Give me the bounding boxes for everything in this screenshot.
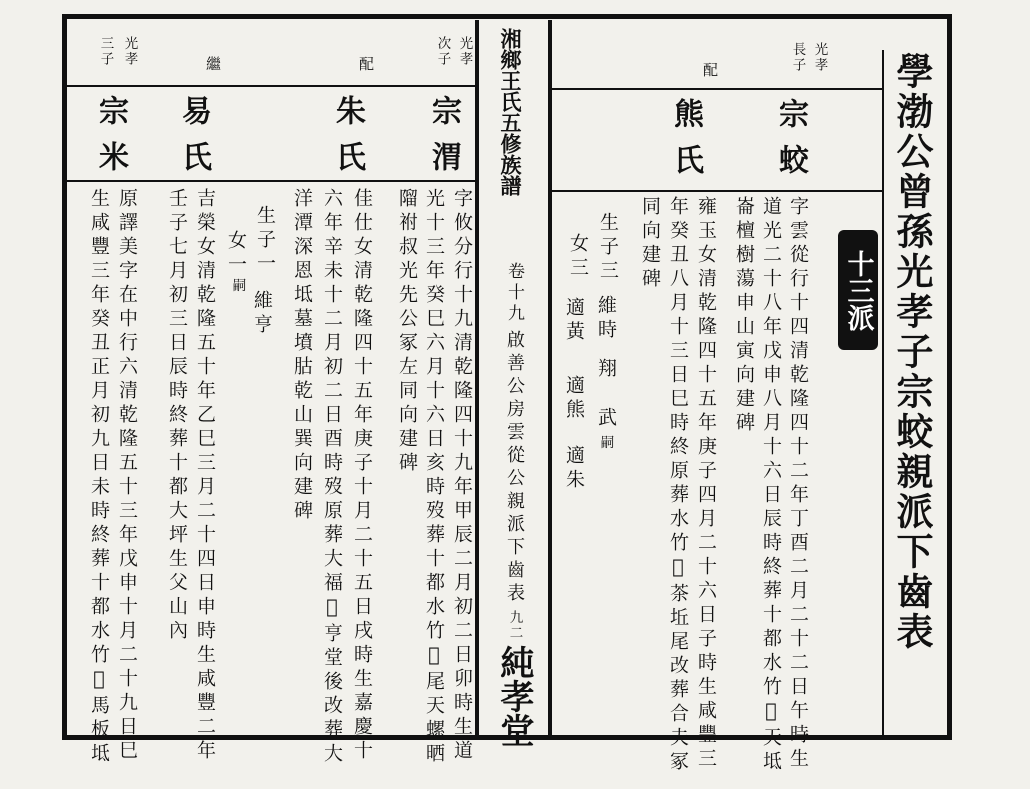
father-note-1: 光孝 — [811, 42, 828, 74]
col1-record-1: 字攸分行十九清乾隆四十九年甲辰二月初二日卯時生道 — [451, 188, 473, 764]
col2-son-1: 維亨 — [251, 290, 273, 338]
col2-record-1: 佳仕女清乾隆四十五年庚子十月二十五日戌時生嘉慶十 — [351, 188, 373, 764]
col1-name: 宗渭 — [426, 95, 461, 187]
center-divider-left — [475, 20, 479, 738]
col4-record-1: 原譯美字在中行六清乾隆五十三年戊申十月二十九日巳 — [116, 188, 138, 764]
col4-name: 宗米 — [93, 95, 128, 187]
child-son-1: 維時 — [595, 295, 617, 343]
daughter-3: 適朱 — [563, 445, 585, 493]
left-header-rule — [67, 85, 475, 87]
col2-daughter-label: 女一 — [225, 230, 247, 278]
hall-name: 純孝堂 — [494, 645, 534, 747]
daughters-label: 女三 — [567, 233, 589, 281]
record-line-3: 崙檀樹蕩申山寅向建碑 — [733, 196, 755, 436]
book-title: 湘鄉王氏五修族譜 — [498, 28, 523, 196]
spouse-record-2: 年癸丑八月十三日巳時終原葬水竹𪧫茶坵尾改葬合夫冢 — [667, 196, 689, 775]
father-note-2: 長子 — [789, 42, 806, 74]
child-son-2: 翔 — [595, 358, 617, 382]
spouse-record-3: 同向建碑 — [639, 196, 661, 292]
col2-pei-label: 配 — [357, 56, 375, 79]
col3-ji-label: 繼 — [204, 56, 222, 79]
col4-record-2: 生咸豐三年癸丑正月初九日未時終葬十都水竹𪧫馬板坻 — [88, 188, 110, 767]
col4-father-note-2: 三子 — [97, 36, 114, 68]
daughter-1: 適黃 — [563, 297, 585, 345]
right-name-rule — [552, 190, 882, 192]
branch-label: 啟善公房雲從公親派下齒表 — [504, 330, 525, 606]
daughter-2: 適熊 — [563, 375, 585, 423]
children-label: 生子三 — [597, 212, 619, 284]
spouse-record-1: 雍玉女清乾隆四十五年庚子四月二十六日子時生咸豐三 — [695, 196, 717, 772]
col2-record-3: 洋潭深恩坻墓墳𦙶乾山巽向建碑 — [291, 188, 313, 524]
generation-badge-text: 十三派 — [842, 249, 874, 331]
generation-badge — [838, 230, 878, 350]
right-header-rule — [552, 88, 882, 90]
col3-name: 易氏 — [176, 95, 211, 187]
col1-record-3: 𨻧祔叔光先公冢左同向建碑 — [396, 188, 418, 476]
record-line-2: 道光二十八年戊申八月十六日辰時終葬十都水竹𪧫天坻 — [760, 196, 782, 775]
col3-record-2: 壬子七月初三日辰時終葬十都大坪生父山內 — [166, 188, 188, 644]
spouse-name: 熊氏 — [668, 98, 703, 190]
title-divider — [882, 50, 884, 740]
record-line-1: 字雲從行十四清乾隆四十二年丁酉二月二十二日午時生 — [787, 196, 809, 772]
col2-children-label: 生子一 — [254, 205, 276, 277]
col1-record-2: 光十三年癸巳六月十六日亥時歿葬十都水竹𪧫尾天螺晒 — [423, 188, 445, 767]
col4-father-note-1: 光孝 — [121, 36, 138, 68]
col2-daughter-note: 嗣 — [229, 278, 246, 294]
child-son-3: 武 — [595, 407, 617, 431]
child-note: 嗣 — [597, 435, 614, 451]
volume-label: 卷十九 — [504, 262, 524, 325]
col3-record-1: 吉榮女清乾隆五十年乙巳三月二十四日申時生咸豐二年 — [194, 188, 216, 764]
page-number: 九二 — [506, 610, 523, 642]
col1-father-note-1: 光孝 — [456, 36, 473, 68]
col2-name: 朱氏 — [330, 95, 365, 187]
col2-record-2: 六年辛未十二月初二日酉時歿原葬大福𪧫亨堂後改葬大 — [321, 188, 343, 767]
left-name-rule — [67, 180, 475, 182]
col1-father-note-2: 次子 — [434, 36, 451, 68]
page-title: 學渤公曾孫光孝子宗蛟親派下齒表 — [890, 52, 934, 652]
pei-label: 配 — [701, 62, 719, 85]
center-divider-right — [548, 20, 552, 738]
person-name: 宗蛟 — [773, 98, 808, 190]
